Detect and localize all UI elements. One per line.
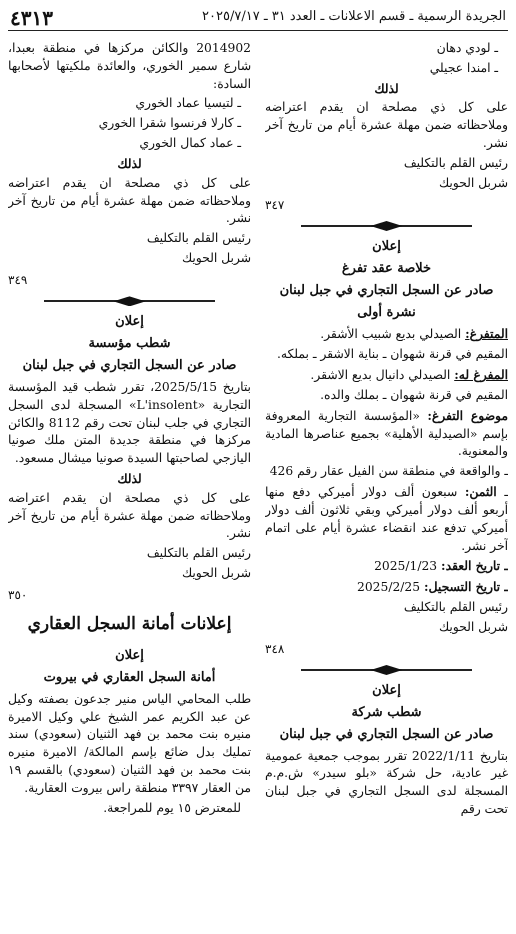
- notice-issuer: صادر عن السجل التجاري في جبل لبنان: [279, 282, 494, 298]
- notice-issuer: صادر عن السجل التجاري في جبل لبنان: [279, 726, 494, 742]
- notice-title: أمانة السجل العقاري في بيروت: [43, 669, 216, 685]
- signature-title: رئيس القلم بالتكليف: [146, 231, 251, 246]
- page-header: [8, 2, 508, 31]
- left-column: [8, 40, 251, 819]
- therefore-heading: لذلك: [117, 155, 142, 171]
- therefore-heading: لذلك: [117, 471, 142, 486]
- signature-name: شربل الحويك: [439, 175, 508, 190]
- assignor-row: المتفرغ: الصيدلي بديع شبيب الأشقر.: [320, 326, 508, 342]
- signature-title: رئيس القلم بالتكليف: [403, 155, 508, 170]
- location-row: ـ والواقعة في منطقة سن الفيل عقار رقم 426: [269, 464, 508, 479]
- section-title: إعلانات أمانة السجل العقاري: [27, 614, 232, 635]
- notice-label: إعلان: [372, 683, 401, 699]
- notice-issuer: صادر عن السجل التجاري في جبل لبنان: [22, 358, 237, 374]
- assignee-address: المقيم في قرنة شهوان ـ بملك والده.: [320, 387, 508, 402]
- owner-item: ـ عماد كمال الخوري: [139, 136, 241, 151]
- page-number: ٤٣١٣: [10, 6, 53, 30]
- name-item: ـ امندا عجيلي: [429, 60, 498, 75]
- assignor-address: المقيم في قرنة شهوان ـ بناية الاشقر ـ بملكه.: [277, 347, 508, 362]
- contract-date-row: ـ تاريخ العقد: 2025/1/23: [374, 558, 508, 574]
- gazette-title: الجريدة الرسمية ـ قسم الاعلانات ـ العدد ٣١ ـ ٢٠٢٥/٧/١٧: [202, 9, 506, 24]
- subject-row: موضوع التفرغ: «المؤسسة التجارية المعروفة بإسم «الصيدلية الأهلية» بجميع عناصرها المادية والمعنوية.: [265, 407, 508, 459]
- signature-name: شربل الحويك: [439, 619, 508, 634]
- owner-item: ـ كارلا فرنسوا شقرا الخوري: [98, 116, 241, 131]
- notice-title: خلاصة عقد تفرغ: [341, 260, 432, 276]
- divider: [8, 295, 251, 307]
- notice-number: ٣٥٠: [8, 587, 28, 602]
- notice-body: بتاريخ 2022/1/11 تقرر بموجب جمعية عمومية غير عادية، حل شركة «بلو سيدر» ش.م.م المسجلة لدى السجل التجاري في جبل لبنان تحت رقم: [265, 748, 508, 817]
- notice-body: طلب المحامي الياس منير جدعون بصفته وكيل عن عبد الكريم عمر الشيخ علي وكيل الاميرة منيره بنت محمد بن فهد الثنيان (سعودي) سند تمليك بدل ضائع بإسم المالكة/ الاميرة منيره بنت محمد بن فهد الثنيان (سعودي) بالقسم ١٩ من العقار ٣٣٩٧ منطقة راس بيروت العقارية.: [8, 691, 251, 795]
- notice-body: بتاريخ 2025/5/15، تقرر شطب قيد المؤسسة التجارية «L'insolent» المسجلة لدى السجل التجاري في جلب لبنان تحت رقم 8112 والكائن مركزها في منطقة جديدة المتن ملك صونيا اليازجي لصاحبتها السيدة صونيا ميشال مسعود.: [8, 379, 251, 466]
- notice-label: إعلان: [115, 314, 144, 330]
- objection-note: للمعترض ١٥ يوم للمراجعة.: [103, 800, 241, 815]
- objection-text: على كل ذي مصلحة ان يقدم اعتراضه وملاحظاته ضمن مهلة عشرة أيام من تاريخ آخر نشر.: [8, 175, 251, 226]
- divider: [265, 664, 508, 676]
- signature-title: رئيس القلم بالتكليف: [146, 546, 251, 561]
- notice-label: إعلان: [115, 648, 144, 663]
- owner-item: ـ لتيسيا عماد الخوري: [135, 96, 241, 111]
- notice-label: إعلان: [372, 239, 401, 255]
- notice-body: 2014902 والكائن مركزها في منطقة بعبدا، شارع سمير الخوري، والعائدة ملكيتها لأصحابها السادة:: [8, 41, 251, 91]
- name-item: ـ لودي دهان: [436, 41, 498, 55]
- signature-title: رئيس القلم بالتكليف: [403, 599, 508, 614]
- notice-edition: نشرة أولى: [357, 304, 416, 320]
- signature-name: شربل الحويك: [182, 566, 251, 581]
- notice-number: ٣٤٧: [265, 197, 285, 212]
- divider: [265, 220, 508, 232]
- objection-text: على كل ذي مصلحة ان يقدم اعتراضه وملاحظاته ضمن مهلة عشرة أيام من تاريخ آخر نشر.: [265, 100, 508, 151]
- notice-number: ٣٤٩: [8, 272, 28, 287]
- objection-text: على كل ذي مصلحة ان يقدم اعتراضه وملاحظاته ضمن مهلة عشرة أيام من تاريخ آخر نشر.: [8, 490, 251, 541]
- notice-number: ٣٤٨: [265, 641, 285, 656]
- assignee-row: المفرغ له: الصيدلي دانيال بديع الاشقر.: [310, 367, 508, 383]
- price-row: ـ الثمن: سبعون ألف دولار أميركي دفع منها أربعو ألف دولار أميركي وبقي ثلاثون ألف دولار أميركي تدفع عند انقضاء عشرة أيام على اتمام آخر نشر.: [265, 484, 508, 553]
- notice-title: شطب شركة: [351, 704, 422, 720]
- registration-date-row: ـ تاريخ التسجيل: 2025/2/25: [357, 579, 508, 595]
- signature-name: شربل الحويك: [182, 251, 251, 266]
- notice-title: شطب مؤسسة: [88, 336, 171, 352]
- right-column: [265, 40, 508, 821]
- therefore-heading: لذلك: [374, 80, 399, 96]
